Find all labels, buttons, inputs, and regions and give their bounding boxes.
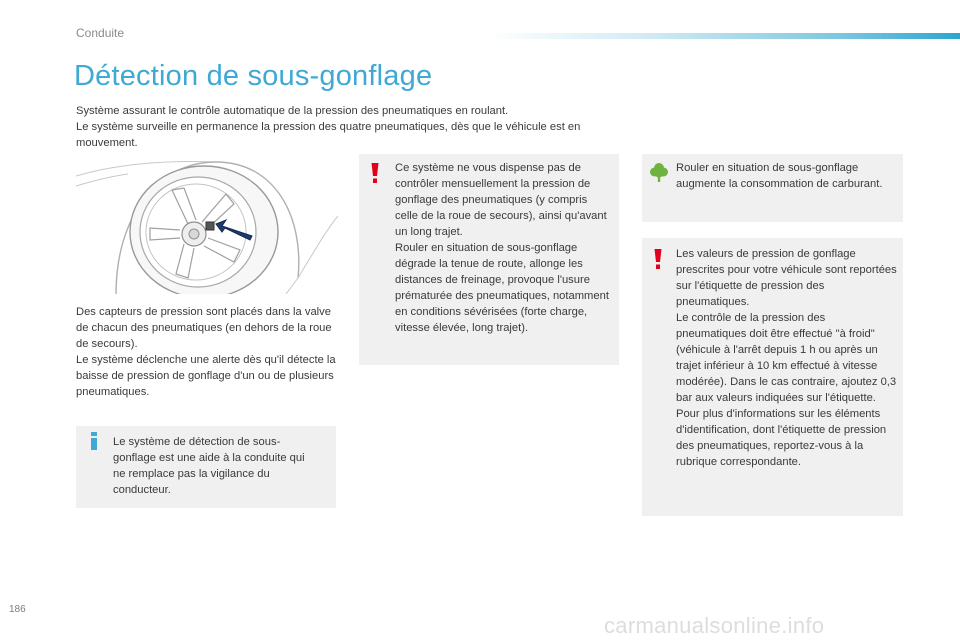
- info-icon: [90, 432, 98, 455]
- intro-text: [76, 103, 636, 151]
- page-title: Détection de sous-gonflage: [74, 60, 433, 92]
- warning-box-2-text-2: Le contrôle de la pression des pneumatiques doit être effectué "à froid" (véhicule à l'arrêt depuis 1 h ou après un trajet inférieur à 10 km effectué à vitesse modérée). Dans le cas contraire, ajoutez 0,3 bar aux valeurs indiquées sur l'étiquette.: [676, 312, 897, 404]
- warning-box-2: [642, 238, 903, 516]
- warning-icon: [371, 163, 379, 188]
- tyre-valve-illustration: [76, 158, 338, 294]
- warning-box-1: [359, 154, 619, 365]
- watermark: carmanualsonline.info: [604, 613, 825, 638]
- warning-box-1-text-1: Ce système ne vous dispense pas de contrôler mensuellement la pression de gonflage des pneumatiques (y compris celle de la roue de secours), ainsi qu'avant un long trajet.: [395, 162, 607, 238]
- warning-icon: [654, 249, 662, 274]
- body-paragraph-1: Des capteurs de pression sont placés dans la valve de chacun des pneumatiques (en dehors de la roue de secours).: [76, 306, 332, 350]
- eco-box-text: Rouler en situation de sous-gonflage augmente la consommation de carburant.: [676, 162, 883, 190]
- warning-box-1-text-2: Rouler en situation de sous-gonflage dégrade la tenue de route, allonge les distances de freinage, provoque l'usure prématurée des pneumatiques, notamment en conditions sévérisées (forte charge, vitesse élevée, long trajet).: [395, 242, 609, 334]
- header-rule: [488, 33, 960, 39]
- info-box: [76, 426, 336, 508]
- eco-box: [642, 154, 903, 222]
- section-label: Conduite: [76, 26, 125, 40]
- intro-line-2: Le système surveille en permanence la pression des quatre pneumatiques, dès que le véhicule est en mouvement.: [76, 121, 581, 149]
- page-number: 186: [9, 604, 26, 615]
- warning-box-2-text-3: Pour plus d'informations sur les éléments d'identification, dont l'étiquette de pression des pneumatiques, reportez-vous à la rubrique correspondante.: [676, 408, 887, 468]
- eco-tree-icon: [650, 162, 668, 187]
- body-text: [76, 304, 338, 400]
- intro-line-1: Système assurant le contrôle automatique de la pression des pneumatiques en roulant.: [76, 105, 509, 117]
- warning-box-2-text-1: Les valeurs de pression de gonflage prescrites pour votre véhicule sont reportées sur l'étiquette de pression des pneumatiques.: [676, 248, 897, 308]
- info-box-text: Le système de détection de sous-gonflage est une aide à la conduite qui ne remplace pas la vigilance du conducteur.: [113, 436, 305, 496]
- body-paragraph-2: Le système déclenche une alerte dès qu'il détecte la baisse de pression de gonflage d'un ou de plusieurs pneumatiques.: [76, 354, 336, 398]
